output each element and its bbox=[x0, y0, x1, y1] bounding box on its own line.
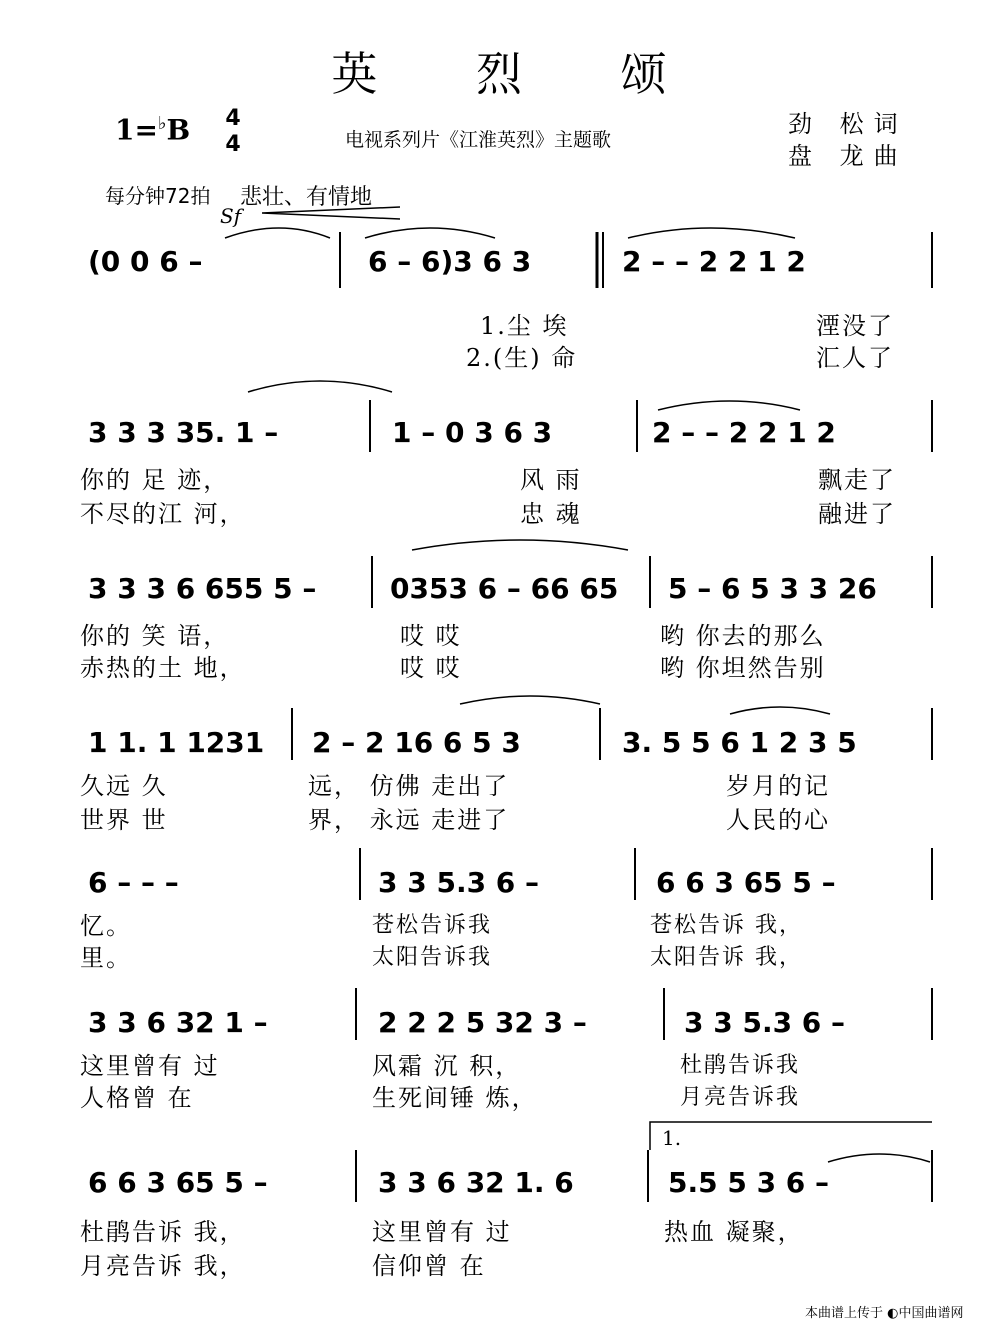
tempo-marking: 每分钟72拍 bbox=[105, 184, 211, 208]
system-6-measure-1-notes: 3 3 6 32 1 – bbox=[88, 1006, 268, 1039]
expression-marking: 悲壮、有情地 bbox=[240, 185, 373, 210]
dynamic-marking: Sf bbox=[220, 204, 242, 228]
key-prefix: 1= bbox=[115, 113, 158, 147]
system-5-measure-1-notes: 6 – – – bbox=[88, 866, 179, 899]
system-6-measure-2-notes: 2 2 2 5 32 3 – bbox=[378, 1006, 587, 1039]
composer-credit: 盘 龙曲 bbox=[788, 142, 908, 170]
system-3-lyric-v1-a: 你的 笑 语， bbox=[80, 622, 230, 650]
time-signature-bottom: 4 bbox=[225, 132, 241, 157]
system-4-measure-1-notes: 1 1. 1 1231 bbox=[88, 726, 265, 759]
system-3-lyric-v2-a: 赤热的土 地， bbox=[80, 654, 246, 682]
system-4-lyric-v2-b: 界， 永远 走进了 bbox=[308, 806, 510, 834]
system-6-lyric-v2-a: 人格曾 在 bbox=[80, 1084, 194, 1112]
system-4-lyric-v2-c: 人民的心 bbox=[726, 806, 830, 834]
system-2-lyric-v1-a: 你的 足 迹， bbox=[80, 466, 230, 494]
system-3-lyric-v1-c: 哟 你去的那么 bbox=[660, 622, 826, 650]
system-7-lyric-v1-a: 杜鹃告诉 我， bbox=[80, 1218, 246, 1246]
system-3-lyric-v1-b: 哎 哎 bbox=[400, 622, 462, 650]
system-3-measure-1-notes: 3 3 3 6 655 5 – bbox=[88, 572, 317, 605]
system-7-lyric-v2-b: 信仰曾 在 bbox=[372, 1252, 486, 1280]
lyricist-credit: 劲 松词 bbox=[788, 110, 908, 138]
system-3-lyric-v2-b: 哎 哎 bbox=[400, 654, 462, 682]
system-6-lyric-v2-c: 月亮告诉我 bbox=[680, 1085, 801, 1110]
system-4-lyric-v1-c: 岁月的记 bbox=[726, 772, 830, 800]
system-7-measure-2-notes: 3 3 6 32 1. 6 bbox=[378, 1166, 574, 1199]
system-6-lyric-v1-a: 这里曾有 过 bbox=[80, 1052, 220, 1080]
system-7-lyric-v1-b: 这里曾有 过 bbox=[372, 1218, 512, 1246]
system-4-measure-3-notes: 3. 5 5 6 1 2 3 5 bbox=[622, 726, 857, 759]
system-5-lyric-v1-a: 忆。 bbox=[80, 912, 132, 940]
system-1-measure-1-notes: (0 0 6 – bbox=[88, 245, 203, 278]
system-2-lyric-v2-c: 融进了 bbox=[818, 500, 896, 528]
system-2-lyric-v1-b: 风 雨 bbox=[520, 466, 582, 494]
system-1-lyric-v2-end: 汇人了 bbox=[816, 344, 894, 372]
system-5-lyric-v1-b: 苍松告诉我 bbox=[372, 913, 493, 938]
system-2-lyric-v2-b: 忠 魂 bbox=[520, 500, 582, 528]
system-5-lyric-v1-c: 苍松告诉 我， bbox=[650, 913, 803, 938]
system-2-measure-2-notes: 1 – 0 3 6 3 bbox=[392, 416, 553, 449]
key-note: B bbox=[166, 113, 191, 147]
system-6-lyric-v2-b: 生死间锤 炼， bbox=[372, 1084, 538, 1112]
system-1-lyric-v1: 1.尘 埃 bbox=[480, 312, 569, 340]
system-5-measure-3-notes: 6 6 3 65 5 – bbox=[656, 866, 836, 899]
system-7-lyric-v2-a: 月亮告诉 我， bbox=[80, 1252, 246, 1280]
system-3-lyric-v2-c: 哟 你坦然告别 bbox=[660, 654, 826, 682]
system-4-lyric-v2-a: 世界 世 bbox=[80, 806, 168, 834]
system-5-measure-2-notes: 3 3 5.3 6 – bbox=[378, 866, 540, 899]
system-2-measure-3-notes: 2 – – 2 2 1 2 bbox=[652, 416, 836, 449]
system-6-lyric-v1-c: 杜鹃告诉我 bbox=[680, 1053, 801, 1078]
page-title: 英 烈 颂 bbox=[331, 47, 709, 101]
volta-bracket-label: 1. bbox=[662, 1126, 682, 1150]
system-5-lyric-v2-b: 太阳告诉我 bbox=[372, 945, 493, 970]
system-6-lyric-v1-b: 风霜 沉 积， bbox=[372, 1052, 522, 1080]
system-3-measure-2-notes: 0353 6 – 66 65 bbox=[390, 572, 619, 605]
system-2-measure-1-notes: 3 3 3 35. 1 – bbox=[88, 416, 279, 449]
system-7-lyric-v1-c: 热血 凝聚， bbox=[664, 1218, 804, 1246]
system-5-lyric-v2-c: 太阳告诉 我， bbox=[650, 945, 803, 970]
system-5-lyric-v2-a: 里。 bbox=[80, 944, 132, 972]
system-1-lyric-v2: 2.(生) 命 bbox=[466, 344, 578, 372]
system-1-measure-3-notes: 2 – – 2 2 1 2 bbox=[622, 245, 806, 278]
subtitle: 电视系列片《江淮英烈》主题歌 bbox=[345, 129, 612, 151]
system-1-lyric-v1-end: 湮没了 bbox=[816, 312, 894, 340]
system-7-measure-3-notes: 5.5 5 3 6 – bbox=[668, 1166, 830, 1199]
system-3-measure-3-notes: 5 – 6 5 3 3 26 bbox=[668, 572, 877, 605]
system-4-lyric-v1-a: 久远 久 bbox=[80, 772, 168, 800]
time-signature-top: 4 bbox=[225, 106, 241, 131]
system-7-measure-1-notes: 6 6 3 65 5 – bbox=[88, 1166, 268, 1199]
system-4-measure-2-notes: 2 – 2 16 6 5 3 bbox=[312, 726, 521, 759]
system-1-measure-2-notes: 6 – 6)3 6 3 bbox=[368, 245, 532, 278]
system-6-measure-3-notes: 3 3 5.3 6 – bbox=[684, 1006, 846, 1039]
system-2-lyric-v2-a: 不尽的江 河， bbox=[80, 500, 246, 528]
footer-watermark: 本曲谱上传于 ◐中国曲谱网 bbox=[805, 1306, 964, 1321]
system-2-lyric-v1-c: 飘走了 bbox=[818, 466, 896, 494]
system-4-lyric-v1-b: 远， 仿佛 走出了 bbox=[308, 772, 510, 800]
flat-sign: ♭ bbox=[157, 113, 167, 134]
